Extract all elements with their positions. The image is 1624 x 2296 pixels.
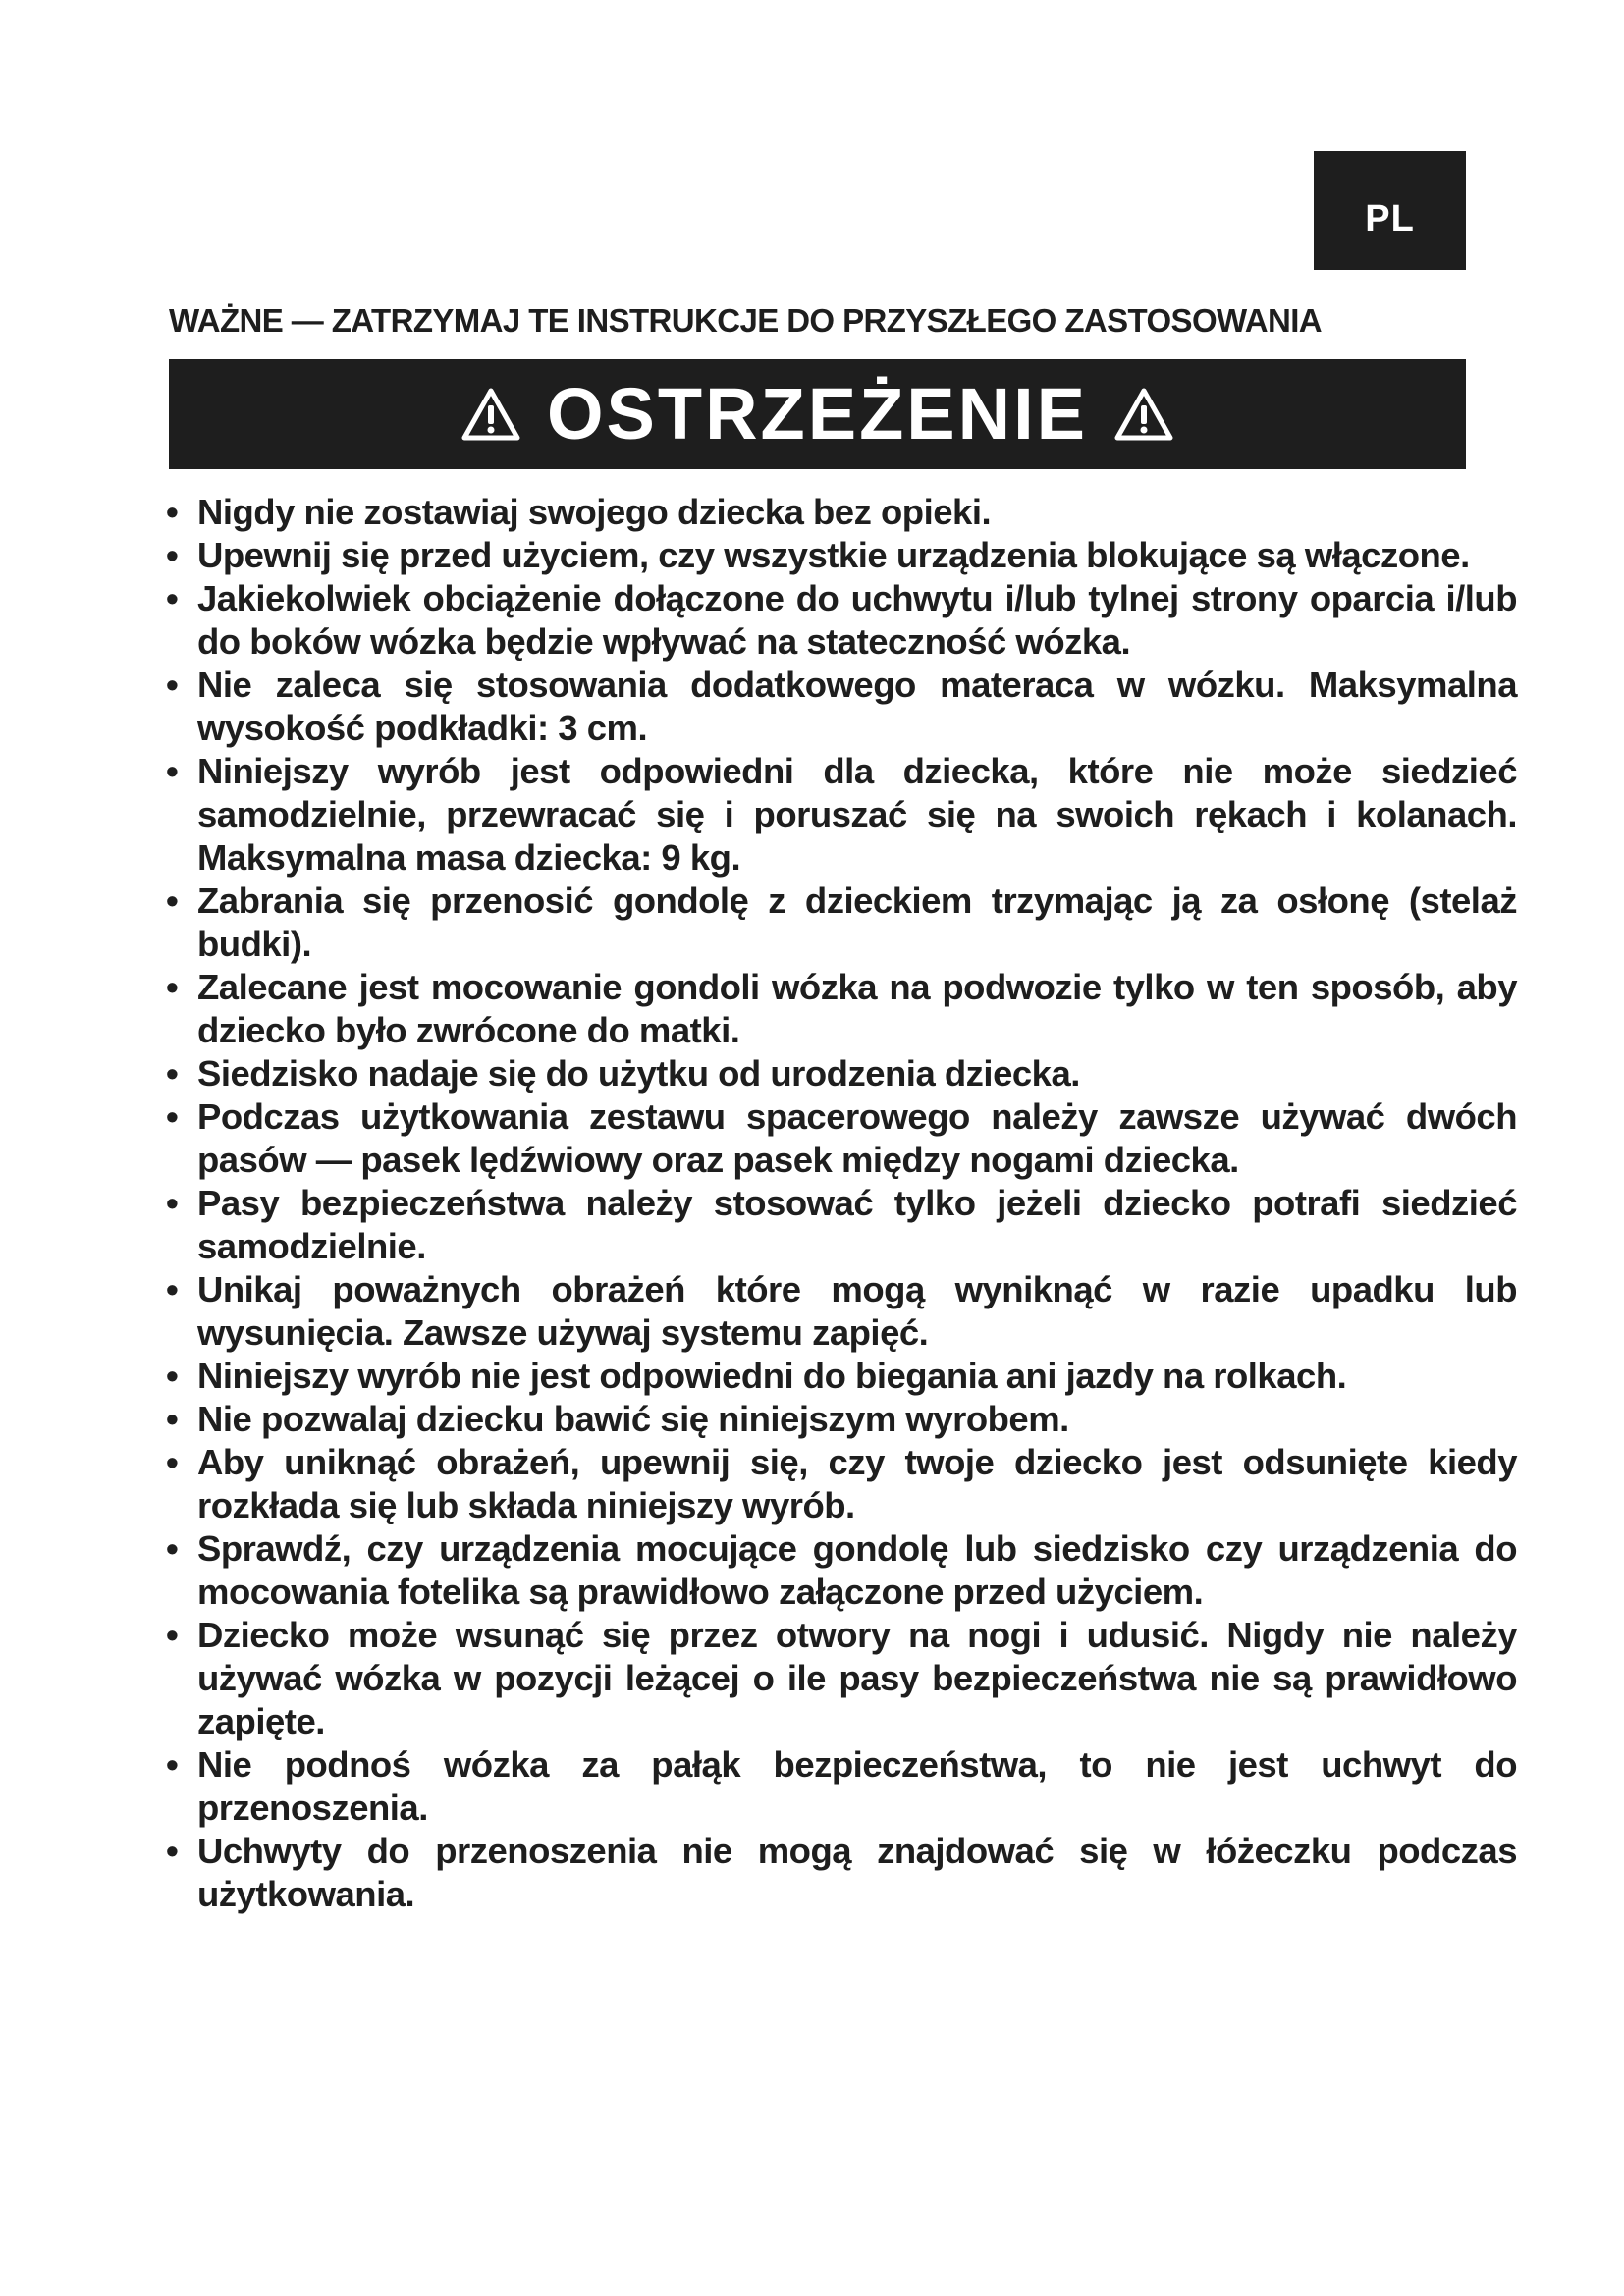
- warning-item: • Nie podnoś wózka za pałąk bezpieczeństwa, to nie jest uchwyt do przenoszenia.: [162, 1743, 1517, 1830]
- warning-list: [162, 491, 1517, 1916]
- warning-item: • Niniejszy wyrób nie jest odpowiedni do biegania ani jazdy na rolkach.: [162, 1355, 1517, 1398]
- warning-item: • Aby uniknąć obrażeń, upewnij się, czy twoje dziecko jest odsunięte kiedy rozkłada się lub składa niniejszy wyrób.: [162, 1441, 1517, 1527]
- warning-item: • Pasy bezpieczeństwa należy stosować tylko jeżeli dziecko potrafi siedzieć samodzielnie.: [162, 1182, 1517, 1268]
- warning-banner: [169, 359, 1466, 469]
- language-badge: [1314, 151, 1466, 270]
- warning-item: • Sprawdź, czy urządzenia mocujące gondolę lub siedzisko czy urządzenia do mocowania fotelika są prawidłowo załączone przed użyciem.: [162, 1527, 1517, 1614]
- warning-item: • Niniejszy wyrób jest odpowiedni dla dziecka, które nie może siedzieć samodzielnie, przewracać się i poruszać się na swoich rękach i kolanach. Maksymalna masa dziecka: 9 kg.: [162, 750, 1517, 880]
- warning-item: • Dziecko może wsunąć się przez otwory na nogi i udusić. Nigdy nie należy używać wózka w pozycji leżącej o ile pasy bezpieczeństwa nie są prawidłowo zapięte.: [162, 1614, 1517, 1743]
- warning-item: • Siedzisko nadaje się do użytku od urodzenia dziecka.: [162, 1052, 1517, 1095]
- language-label: PL: [1365, 198, 1415, 240]
- warning-item: • Nigdy nie zostawiaj swojego dziecka bez opieki.: [162, 491, 1517, 534]
- warning-item: • Podczas użytkowania zestawu spacerowego należy zawsze używać dwóch pasów — pasek lędźwiowy oraz pasek między nogami dziecka.: [162, 1095, 1517, 1182]
- warning-item: • Zabrania się przenosić gondolę z dzieckiem trzymając ją za osłonę (stelaż budki).: [162, 880, 1517, 966]
- warning-triangle-icon: [1113, 387, 1174, 442]
- warning-item: • Unikaj poważnych obrażeń które mogą wyniknąć w razie upadku lub wysunięcia. Zawsze używaj systemu zapięć.: [162, 1268, 1517, 1355]
- warning-item: • Nie zaleca się stosowania dodatkowego materaca w wózku. Maksymalna wysokość podkładki: 3 cm.: [162, 664, 1517, 750]
- warning-item: • Zalecane jest mocowanie gondoli wózka na podwozie tylko w ten sposób, aby dziecko było zwrócone do matki.: [162, 966, 1517, 1052]
- warning-item: • Uchwyty do przenoszenia nie mogą znajdować się w łóżeczku podczas użytkowania.: [162, 1830, 1517, 1916]
- warning-item: • Nie pozwalaj dziecku bawić się niniejszym wyrobem.: [162, 1398, 1517, 1441]
- warning-title: OSTRZEŻENIE: [546, 373, 1089, 454]
- important-heading: WAŻNE — ZATRZYMAJ TE INSTRUKCJE DO PRZYSZŁEGO ZASTOSOWANIA: [169, 302, 1323, 339]
- warning-item: • Upewnij się przed użyciem, czy wszystkie urządzenia blokujące są włączone.: [162, 534, 1517, 577]
- warning-triangle-icon: [460, 387, 521, 442]
- warning-item: • Jakiekolwiek obciążenie dołączone do uchwytu i/lub tylnej strony oparcia i/lub do boków wózka będzie wpływać na stateczność wózka.: [162, 577, 1517, 664]
